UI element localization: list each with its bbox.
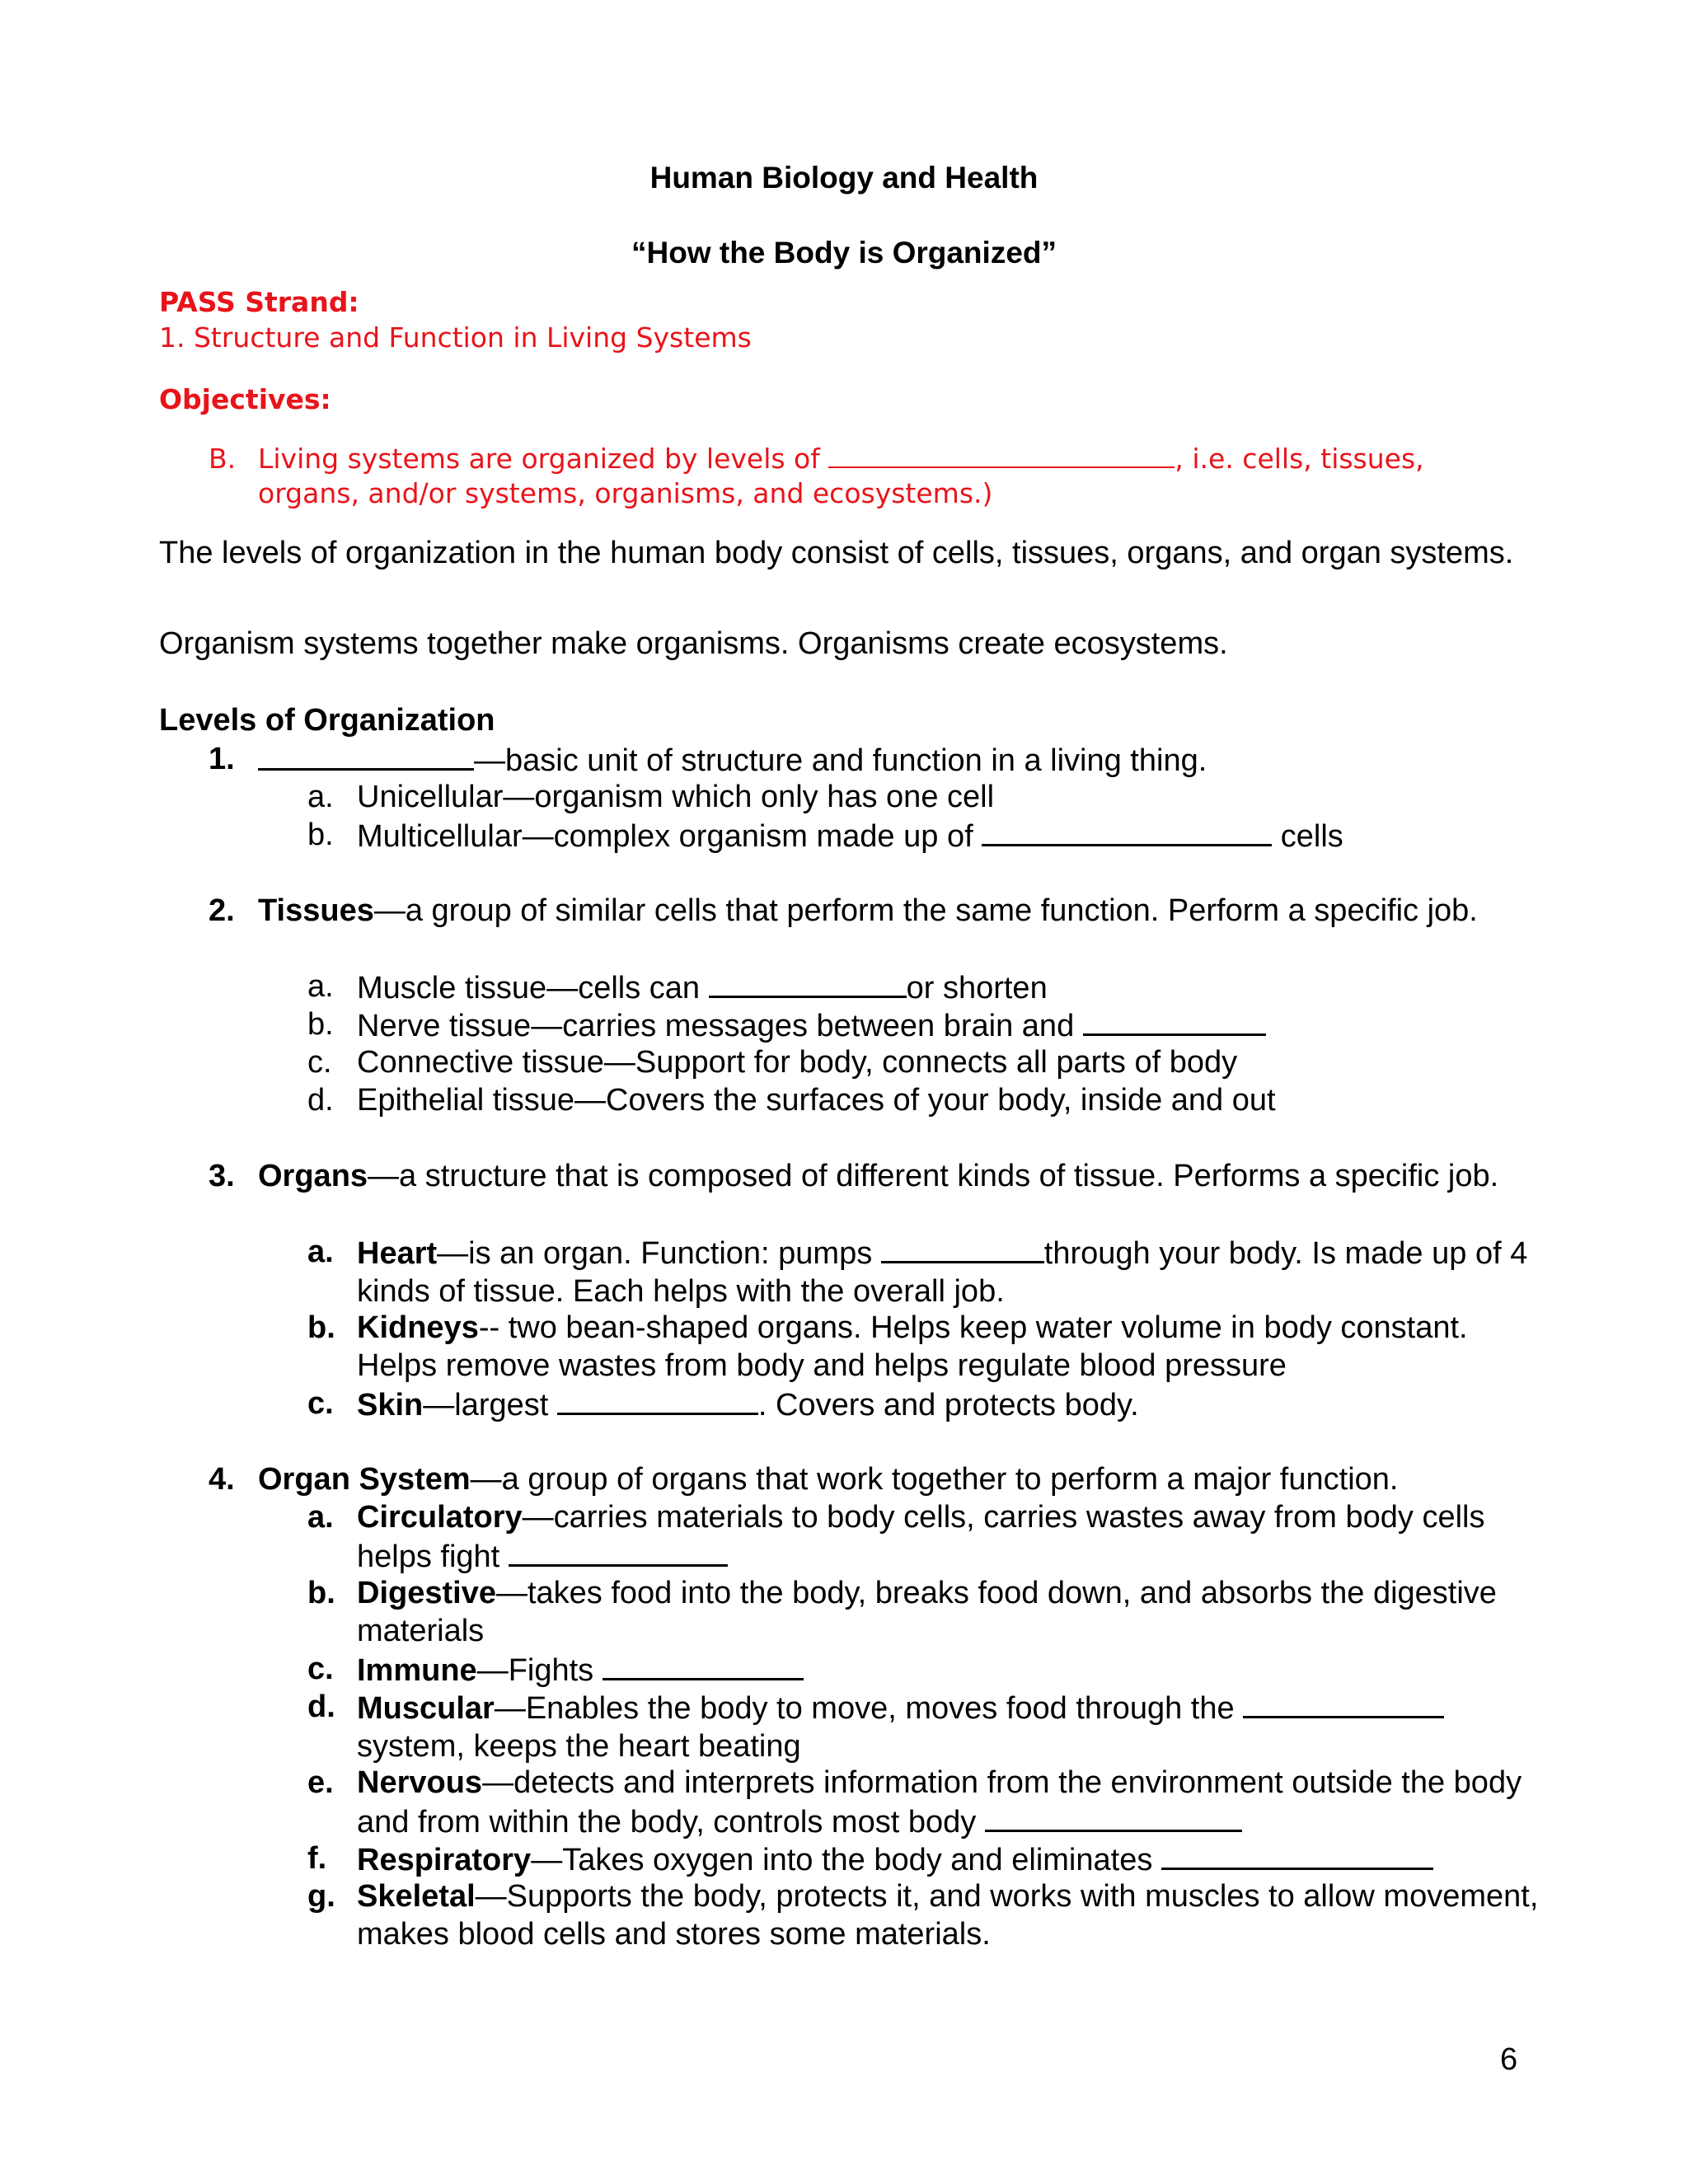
level-4b-label: b. — [307, 1576, 335, 1610]
level-4e-text-1: —detects and interprets information from the environment outside the body and from within the body, controls most body — [357, 1765, 1522, 1840]
level-3a-label: a. — [307, 1235, 334, 1269]
level-3a-text-2: through your body. Is made up of 4 kinds of tissue. Each helps with the overall job. — [357, 1236, 1528, 1309]
level-3c-text-1: —largest — [423, 1388, 549, 1422]
level-1-text — [258, 740, 1544, 780]
level-3-term: Organs — [258, 1159, 368, 1193]
level-3c-text — [357, 1385, 1544, 1424]
level-2c-label: c. — [307, 1045, 332, 1080]
level-2b-text-1: Nerve tissue—carries messages between brain and — [357, 1009, 1075, 1043]
level-3b-label: b. — [307, 1310, 335, 1345]
level-3c-term: Skin — [357, 1388, 424, 1422]
level-3b-text — [357, 1309, 1544, 1385]
level-4-text — [258, 1460, 1544, 1498]
pass-strand-heading: PASS Strand: — [159, 286, 359, 318]
level-4d-term: Muscular — [357, 1691, 495, 1726]
level-2a-label: a. — [307, 969, 334, 1004]
level-4a-text-1: —carries materials to body cells, carries wastes away from body cells helps fight — [357, 1500, 1485, 1574]
level-2-desc: —a group of similar cells that perform the same function. Perform a specific job. — [373, 893, 1478, 928]
level-4g-label: g. — [307, 1879, 335, 1914]
level-1-desc: —basic unit of structure and function in a living thing. — [474, 743, 1207, 778]
level-2a-blank[interactable] — [709, 968, 907, 998]
level-4c-blank[interactable] — [603, 1650, 804, 1680]
level-4a-term: Circulatory — [357, 1500, 523, 1535]
level-4b-text — [357, 1574, 1544, 1650]
page-subtitle: “How the Body is Organized” — [631, 236, 1057, 269]
level-4b-text-1: —takes food into the body, breaks food down, and absorbs the digestive materials — [357, 1576, 1497, 1648]
level-4d-text-2: system, keeps the heart beating — [357, 1729, 801, 1764]
level-3c-text-2: . Covers and protects body. — [757, 1388, 1139, 1422]
level-4e-label: e. — [307, 1765, 334, 1800]
levels-heading: Levels of Organization — [159, 703, 495, 738]
level-4f-text-1: —Takes oxygen into the body and eliminates — [531, 1843, 1153, 1877]
page-title: Human Biology and Health — [649, 161, 1039, 194]
level-4c-text — [357, 1650, 1544, 1690]
level-4c-term: Immune — [357, 1653, 477, 1688]
level-4g-text — [357, 1877, 1544, 1953]
objective-b-text-3: organs, and/or systems, organisms, and ecosystems.) — [258, 477, 993, 509]
objectives-heading: Objectives: — [159, 383, 331, 415]
level-4-term: Organ System — [258, 1462, 471, 1497]
level-1b-label: b. — [307, 818, 334, 852]
level-4e-term: Nervous — [357, 1765, 483, 1800]
level-3-desc: —a structure that is composed of different kinds of tissue. Performs a specific job. — [368, 1159, 1499, 1193]
level-3b-term: Kidneys — [357, 1310, 479, 1345]
pass-strand-item: 1. Structure and Function in Living Systems — [159, 321, 752, 354]
level-4f-label: f. — [307, 1841, 327, 1876]
level-4d-text-1: —Enables the body to move, moves food through the — [494, 1691, 1235, 1726]
level-4d-label: d. — [307, 1690, 335, 1724]
intro-paragraph-1: The levels of organization in the human body consist of cells, tissues, organs, and organ systems. — [159, 536, 1514, 570]
level-1b-text — [357, 816, 1544, 855]
level-2d-text: Epithelial tissue—Covers the surfaces of your body, inside and out — [357, 1083, 1276, 1118]
level-4e-text — [357, 1764, 1544, 1841]
level-2a-text — [357, 968, 1544, 1007]
level-4e-blank[interactable] — [985, 1802, 1242, 1832]
level-1b-blank[interactable] — [982, 816, 1272, 846]
level-3b-text-1: -- two bean-shaped organs. Helps keep water volume in body constant. Helps remove wastes from body and helps regulate blood pressure — [357, 1310, 1468, 1383]
level-4-desc: —a group of organs that work together to perform a major function. — [470, 1462, 1399, 1497]
level-2b-blank[interactable] — [1083, 1005, 1266, 1036]
level-4a-text — [357, 1498, 1544, 1576]
level-4f-blank[interactable] — [1161, 1840, 1433, 1870]
level-3c-label: c. — [307, 1386, 334, 1421]
level-4c-text-1: —Fights — [476, 1653, 594, 1688]
objective-b-text-2: , i.e. cells, tissues, — [1175, 443, 1424, 475]
level-4d-text — [357, 1688, 1544, 1765]
level-4a-label: a. — [307, 1500, 334, 1535]
level-4-number: 4. — [209, 1462, 235, 1497]
level-4f-term: Respiratory — [357, 1843, 532, 1877]
level-4d-blank[interactable] — [1243, 1688, 1444, 1718]
level-1-number: 1. — [209, 742, 235, 776]
level-4a-blank[interactable] — [509, 1536, 728, 1567]
level-4b-term: Digestive — [357, 1576, 496, 1610]
objective-b-text — [258, 442, 1544, 511]
objective-blank[interactable] — [828, 442, 1175, 468]
page-number: 6 — [1500, 2042, 1518, 2077]
level-1b-text-2: cells — [1280, 819, 1343, 854]
level-2a-text-1: Muscle tissue—cells can — [357, 971, 701, 1005]
level-2d-label: d. — [307, 1083, 334, 1118]
level-2b-text — [357, 1005, 1544, 1045]
level-3c-blank[interactable] — [557, 1385, 758, 1415]
objective-b-text-1: Living systems are organized by levels of — [258, 443, 820, 475]
level-4c-label: c. — [307, 1652, 334, 1686]
level-4f-text — [357, 1840, 1544, 1879]
level-3a-text — [357, 1233, 1544, 1310]
level-3a-blank[interactable] — [881, 1233, 1044, 1263]
level-2-term: Tissues — [258, 893, 374, 928]
objective-b-label: B. — [209, 443, 237, 475]
level-3-text — [258, 1157, 1544, 1195]
level-1a-text: Unicellular—organism which only has one cell — [357, 780, 995, 814]
level-4g-term: Skeletal — [357, 1879, 476, 1914]
level-2-text — [258, 892, 1544, 930]
level-1b-text-1: Multicellular—complex organism made up of — [357, 819, 973, 854]
level-2b-label: b. — [307, 1007, 334, 1042]
level-2c-text: Connective tissue—Support for body, connects all parts of body — [357, 1045, 1238, 1080]
level-3a-text-1: —is an organ. Function: pumps — [437, 1236, 873, 1271]
level-2-number: 2. — [209, 893, 235, 928]
level-3-number: 3. — [209, 1159, 235, 1193]
level-1-blank[interactable] — [258, 740, 474, 771]
level-4g-text-1: —Supports the body, protects it, and works with muscles to allow movement, makes blood cells and stores some materials. — [357, 1879, 1539, 1952]
intro-paragraph-2: Organism systems together make organisms. Organisms create ecosystems. — [159, 626, 1228, 661]
level-2a-text-2: or shorten — [906, 971, 1048, 1005]
level-3a-term: Heart — [357, 1236, 438, 1271]
level-1a-label: a. — [307, 780, 334, 814]
